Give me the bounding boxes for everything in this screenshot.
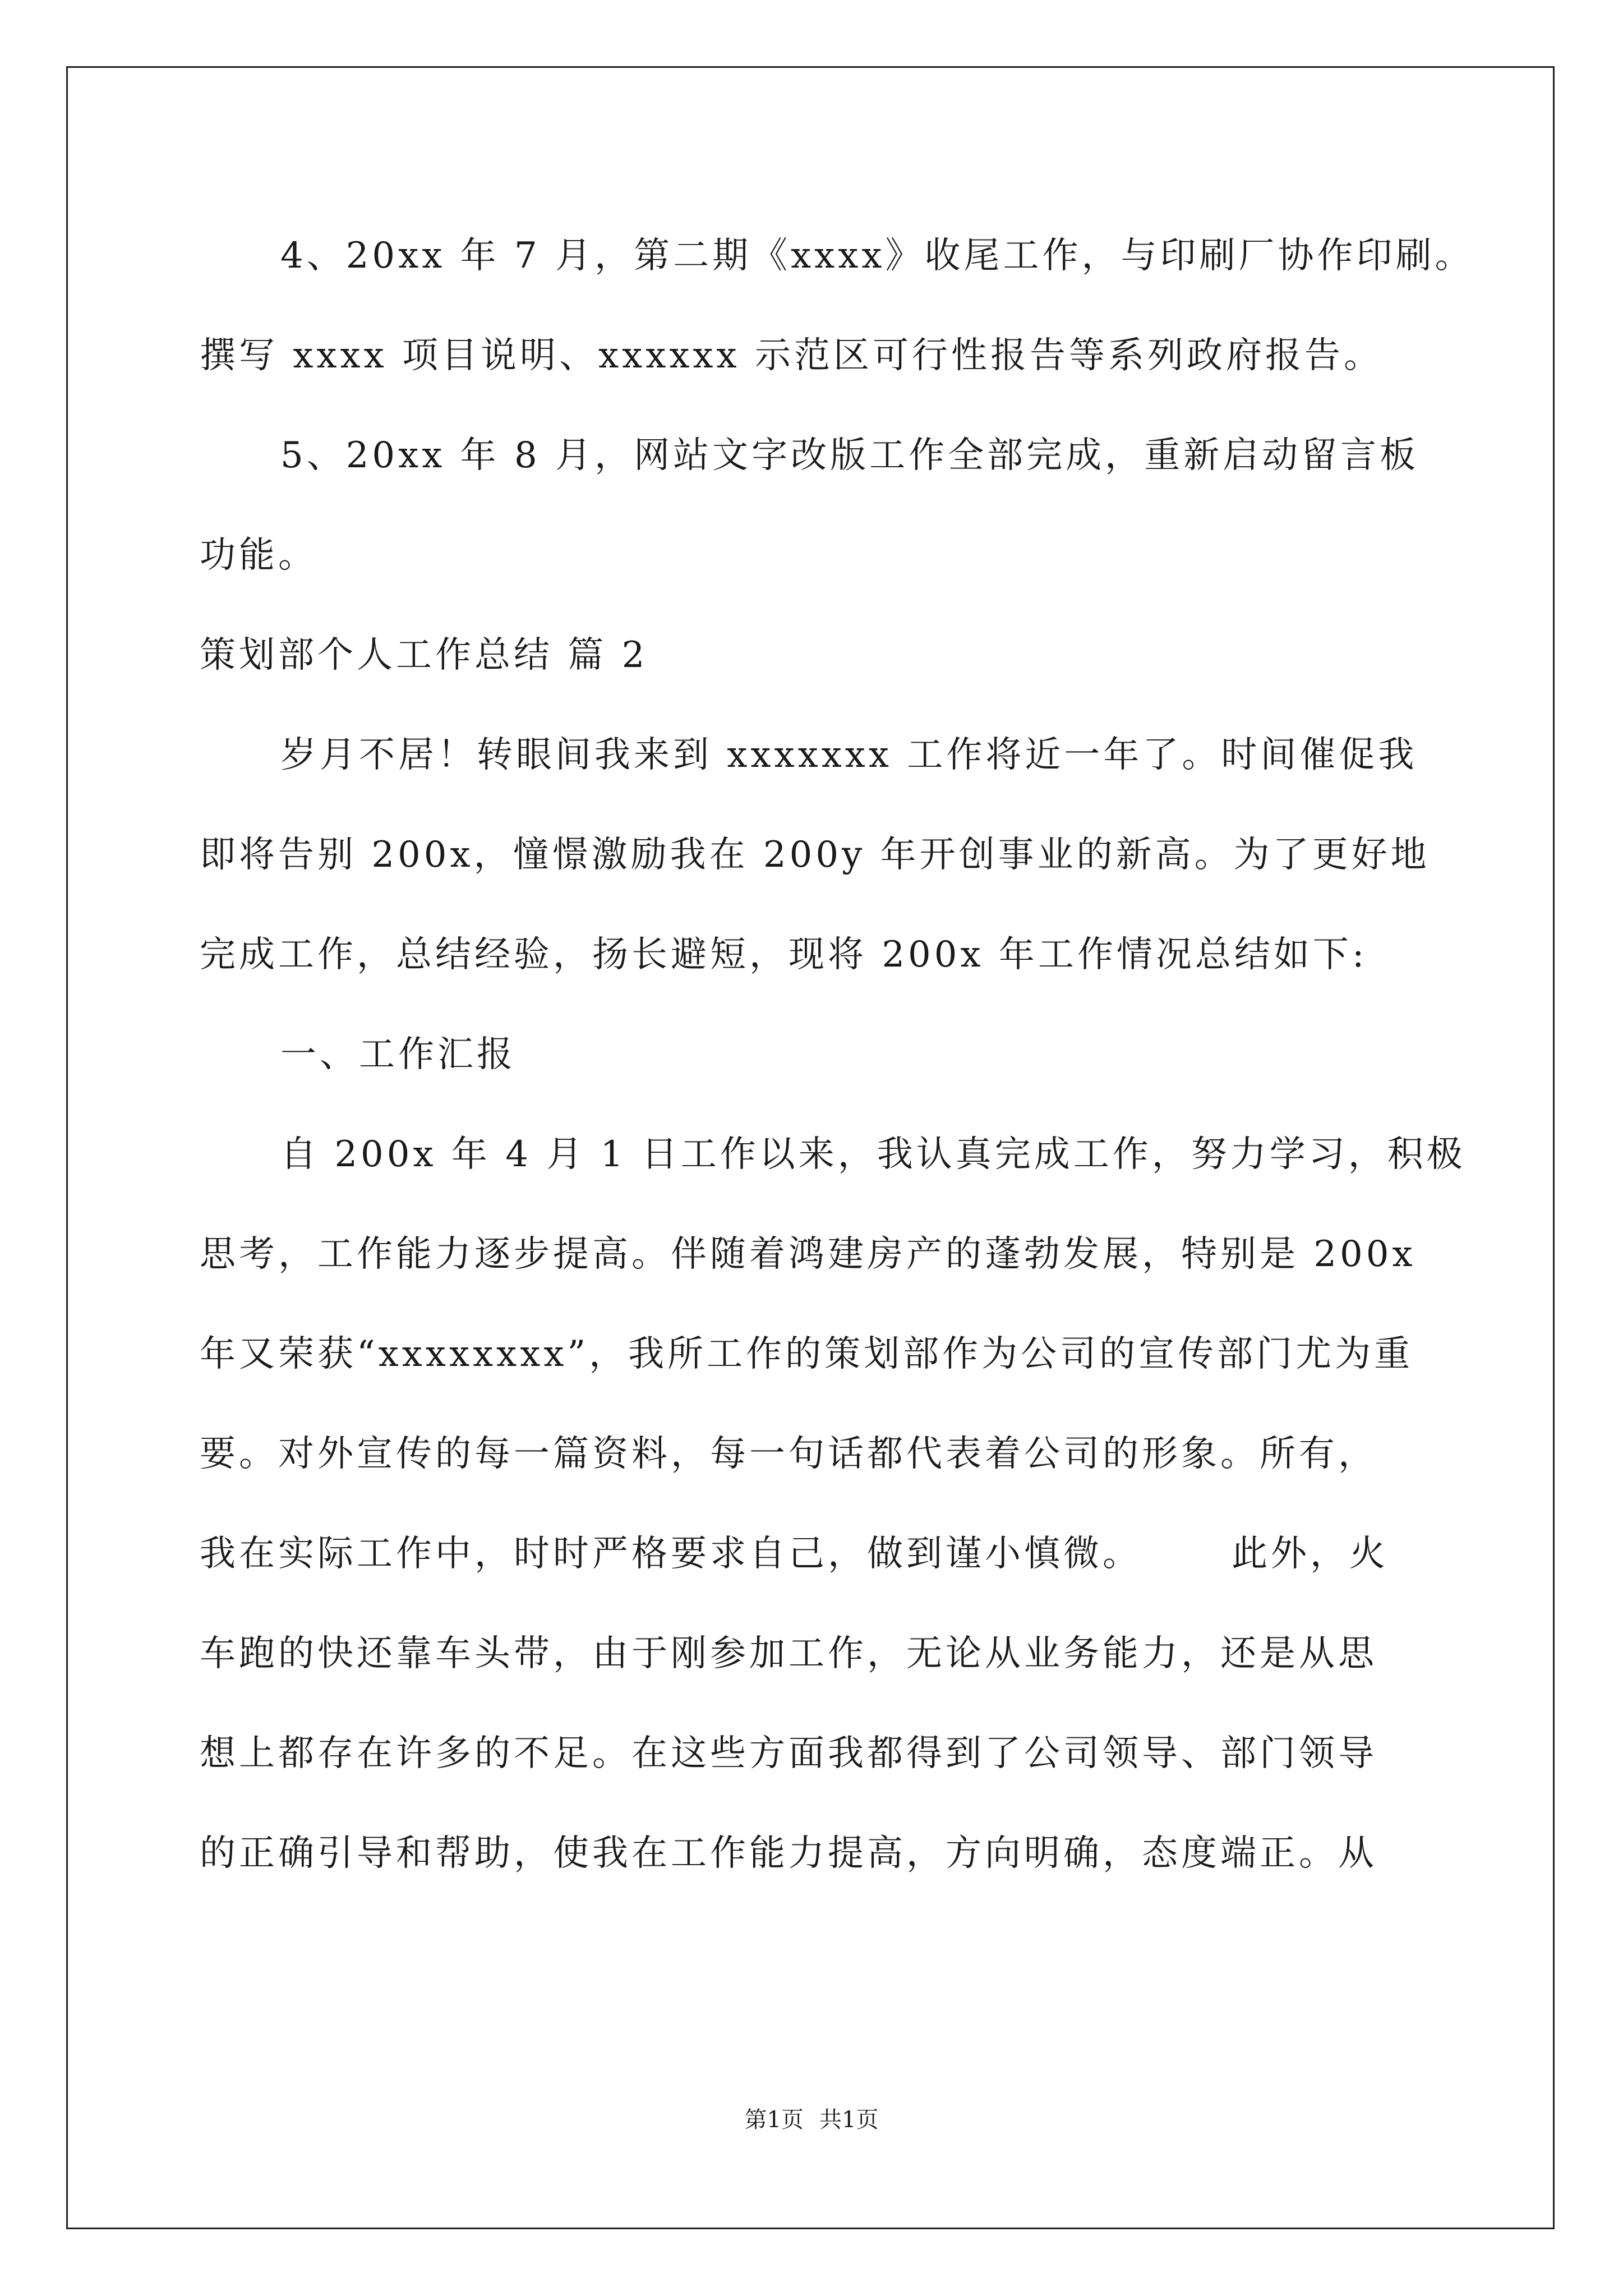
paragraph-line: 思考，工作能力逐步提高。伴随着鸿建房产的蓬勃发展，特别是 200x <box>200 1234 1416 1275</box>
page-number: 第1页 <box>744 2107 804 2133</box>
page-footer <box>0 2106 1623 2134</box>
paragraph-line: 的正确引导和帮助，使我在工作能力提高，方向明确，态度端正。从 <box>200 1833 1377 1874</box>
paragraph-line <box>200 1529 1389 1579</box>
paragraph-line: 5、20xx 年 8 月，网站文字改版工作全部完成，重新启动留言板 <box>280 435 1419 476</box>
page-total: 共1页 <box>819 2107 879 2133</box>
subsection-heading: 一、工作汇报 <box>280 1034 516 1075</box>
paragraph-line: 车跑的快还靠车头带，由于刚参加工作，无论从业务能力，还是从思 <box>200 1633 1377 1674</box>
section-heading: 策划部个人工作总结 篇 2 <box>200 634 648 676</box>
paragraph-line: 功能。 <box>200 535 317 576</box>
paragraph-line: 自 200x 年 4 月 1 日工作以来，我认真完成工作，努力学习，积极 <box>280 1134 1466 1175</box>
paragraph-line: 想上都存在许多的不足。在这些方面我都得到了公司领导、部门领导 <box>200 1733 1377 1774</box>
paragraph-line: 年又荣获“xxxxxxxx”，我所工作的策划部作为公司的宣传部门尤为重 <box>200 1333 1414 1375</box>
paragraph-text: 此外，火 <box>1232 1533 1389 1575</box>
paragraph-line: 岁月不居！转眼间我来到 xxxxxxx 工作将近一年了。时间催促我 <box>280 734 1418 776</box>
paragraph-line: 4、20xx 年 7 月，第二期《xxxx》收尾工作，与印刷厂协作印刷。 <box>280 235 1474 277</box>
paragraph-line: 即将告别 200x，憧憬激励我在 200y 年开创事业的新高。为了更好地 <box>200 834 1430 876</box>
paragraph-text: 我在实际工作中，时时严格要求自己，做到谨小慎微。 <box>200 1533 1142 1575</box>
paragraph-line: 要。对外宣传的每一篇资料，每一句话都代表着公司的形象。所有， <box>200 1433 1377 1475</box>
paragraph-line: 撰写 xxxx 项目说明、xxxxxx 示范区可行性报告等系列政府报告。 <box>200 335 1383 376</box>
paragraph-line: 完成工作，总结经验，扬长避短，现将 200x 年工作情况总结如下: <box>200 934 1368 976</box>
